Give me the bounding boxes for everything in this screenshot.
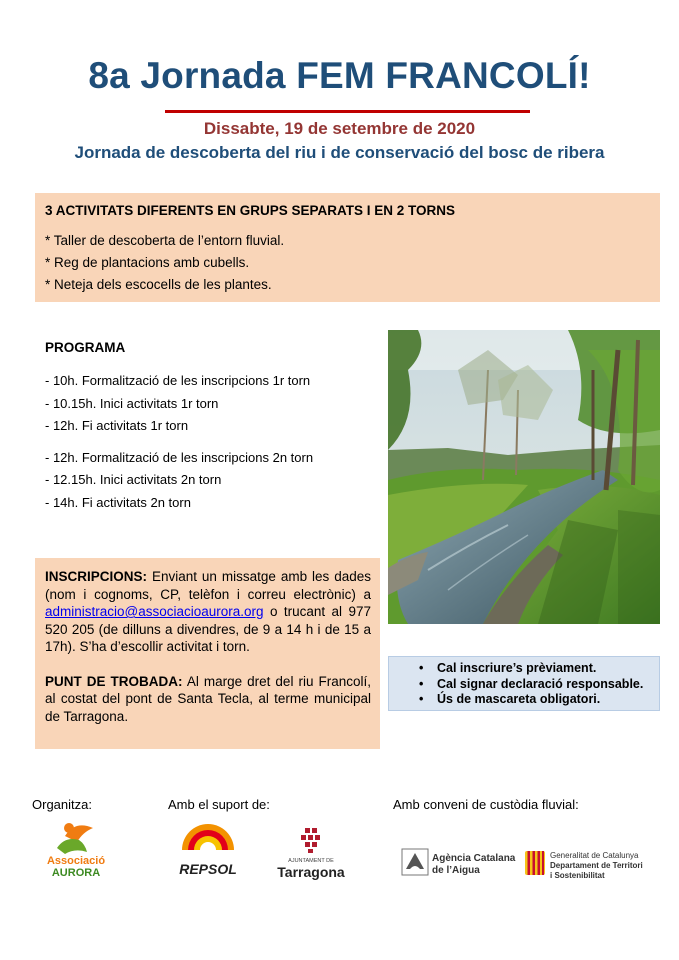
gencat-name-line2: Departament de Territori bbox=[550, 861, 643, 870]
organitza-label: Organitza: bbox=[32, 797, 92, 812]
activity-item: * Reg de plantacions amb cubells. bbox=[45, 255, 250, 270]
logo-ajuntament-tarragona bbox=[268, 825, 354, 881]
activities-box bbox=[35, 193, 660, 302]
inscripcions-box bbox=[35, 558, 380, 749]
suport-label: Amb el suport de: bbox=[168, 797, 270, 812]
aurora-name-line1: Associació bbox=[46, 855, 106, 867]
gencat-name-line1: Generalitat de Catalunya bbox=[550, 851, 639, 860]
logo-agencia-catalana-aigua bbox=[400, 847, 540, 881]
logo-generalitat bbox=[523, 848, 658, 882]
inscripcions-label: INSCRIPCIONS: bbox=[45, 569, 148, 584]
requirement-item: • Cal inscriure’s prèviament. bbox=[419, 661, 659, 677]
conveni-label: Amb conveni de custòdia fluvial: bbox=[393, 797, 579, 812]
programa-section bbox=[45, 340, 375, 514]
aca-logo-mark bbox=[400, 847, 540, 881]
aurora-name-line2: AURORA bbox=[51, 867, 101, 879]
logo-repsol bbox=[172, 818, 244, 880]
tarragona-logo-mark bbox=[268, 825, 354, 881]
event-subtitle: Jornada de descoberta del riu i de conservació del bosc de ribera bbox=[74, 143, 605, 162]
requirements-box bbox=[388, 656, 660, 711]
programa-line: - 12h. Formalització de les inscripcions 2n torn bbox=[45, 449, 314, 465]
inscripcions-paragraph bbox=[45, 568, 371, 656]
tarragona-wordmark: Tarragona bbox=[277, 864, 345, 880]
programa-line: - 10h. Formalització de les inscripcions 1r torn bbox=[45, 373, 311, 388]
email-link[interactable]: administracio@associacioaurora.org bbox=[45, 604, 264, 619]
punt-trobada-text: Al marge dret del riu Francolí, al costat del pont de Santa Tecla, al terme municipal de Tarragona. bbox=[45, 673, 372, 724]
aurora-logo-mark bbox=[35, 818, 117, 880]
activity-item: * Taller de descoberta de l’entorn fluvial. bbox=[45, 233, 285, 248]
programa-line: - 14h. Fi activitats 2n torn bbox=[45, 494, 191, 510]
tarragona-small-caption: AJUNTAMENT DE bbox=[288, 858, 334, 864]
requirement-item: • Cal signar declaració responsable. bbox=[419, 677, 659, 693]
inscripcions-text-after: o trucant al 977 520 205 (de dilluns a divendres, de 9 a 14 h i de 15 a 17h). S’ha d’escollir activitat i torn. bbox=[45, 604, 371, 654]
programa-line: - 10.15h. Inici activitats 1r torn bbox=[45, 395, 219, 411]
repsol-wordmark: REPSOL bbox=[179, 861, 237, 877]
punt-trobada-label: PUNT DE TROBADA: bbox=[45, 673, 183, 689]
programa-gap bbox=[45, 438, 375, 447]
event-date: Dissabte, 19 de setembre de 2020 bbox=[203, 119, 476, 138]
gencat-logo-mark bbox=[523, 848, 658, 882]
title-underline bbox=[165, 110, 530, 113]
event-title: 8a Jornada FEM FRANCOLÍ! bbox=[88, 55, 591, 96]
requirement-item: • Ús de mascareta obligatori. bbox=[419, 692, 659, 708]
activities-heading: 3 ACTIVITATS DIFERENTS EN GRUPS SEPARATS I EN 2 TORNS bbox=[45, 203, 456, 218]
programa-heading: PROGRAMA bbox=[45, 340, 126, 355]
aca-name-line1: Agència Catalana bbox=[432, 853, 516, 864]
aca-name-line2: de l’Aigua bbox=[432, 865, 480, 876]
programa-line: - 12h. Fi activitats 1r torn bbox=[45, 418, 189, 433]
river-photo bbox=[388, 330, 660, 624]
logo-associacio-aurora bbox=[35, 818, 117, 880]
gencat-name-line3: i Sostenibilitat bbox=[550, 871, 605, 880]
river-landscape-illustration bbox=[388, 330, 660, 624]
programa-line: - 12.15h. Inici activitats 2n torn bbox=[45, 472, 222, 487]
inscripcions-text-before: Enviant un missatge amb les dades (nom i cognoms, CP, telèfon i correu electrònic) a bbox=[45, 569, 371, 602]
punt-trobada-paragraph bbox=[45, 673, 371, 726]
repsol-logo-mark bbox=[172, 818, 244, 880]
activity-item: * Neteja dels escocells de les plantes. bbox=[45, 277, 272, 292]
